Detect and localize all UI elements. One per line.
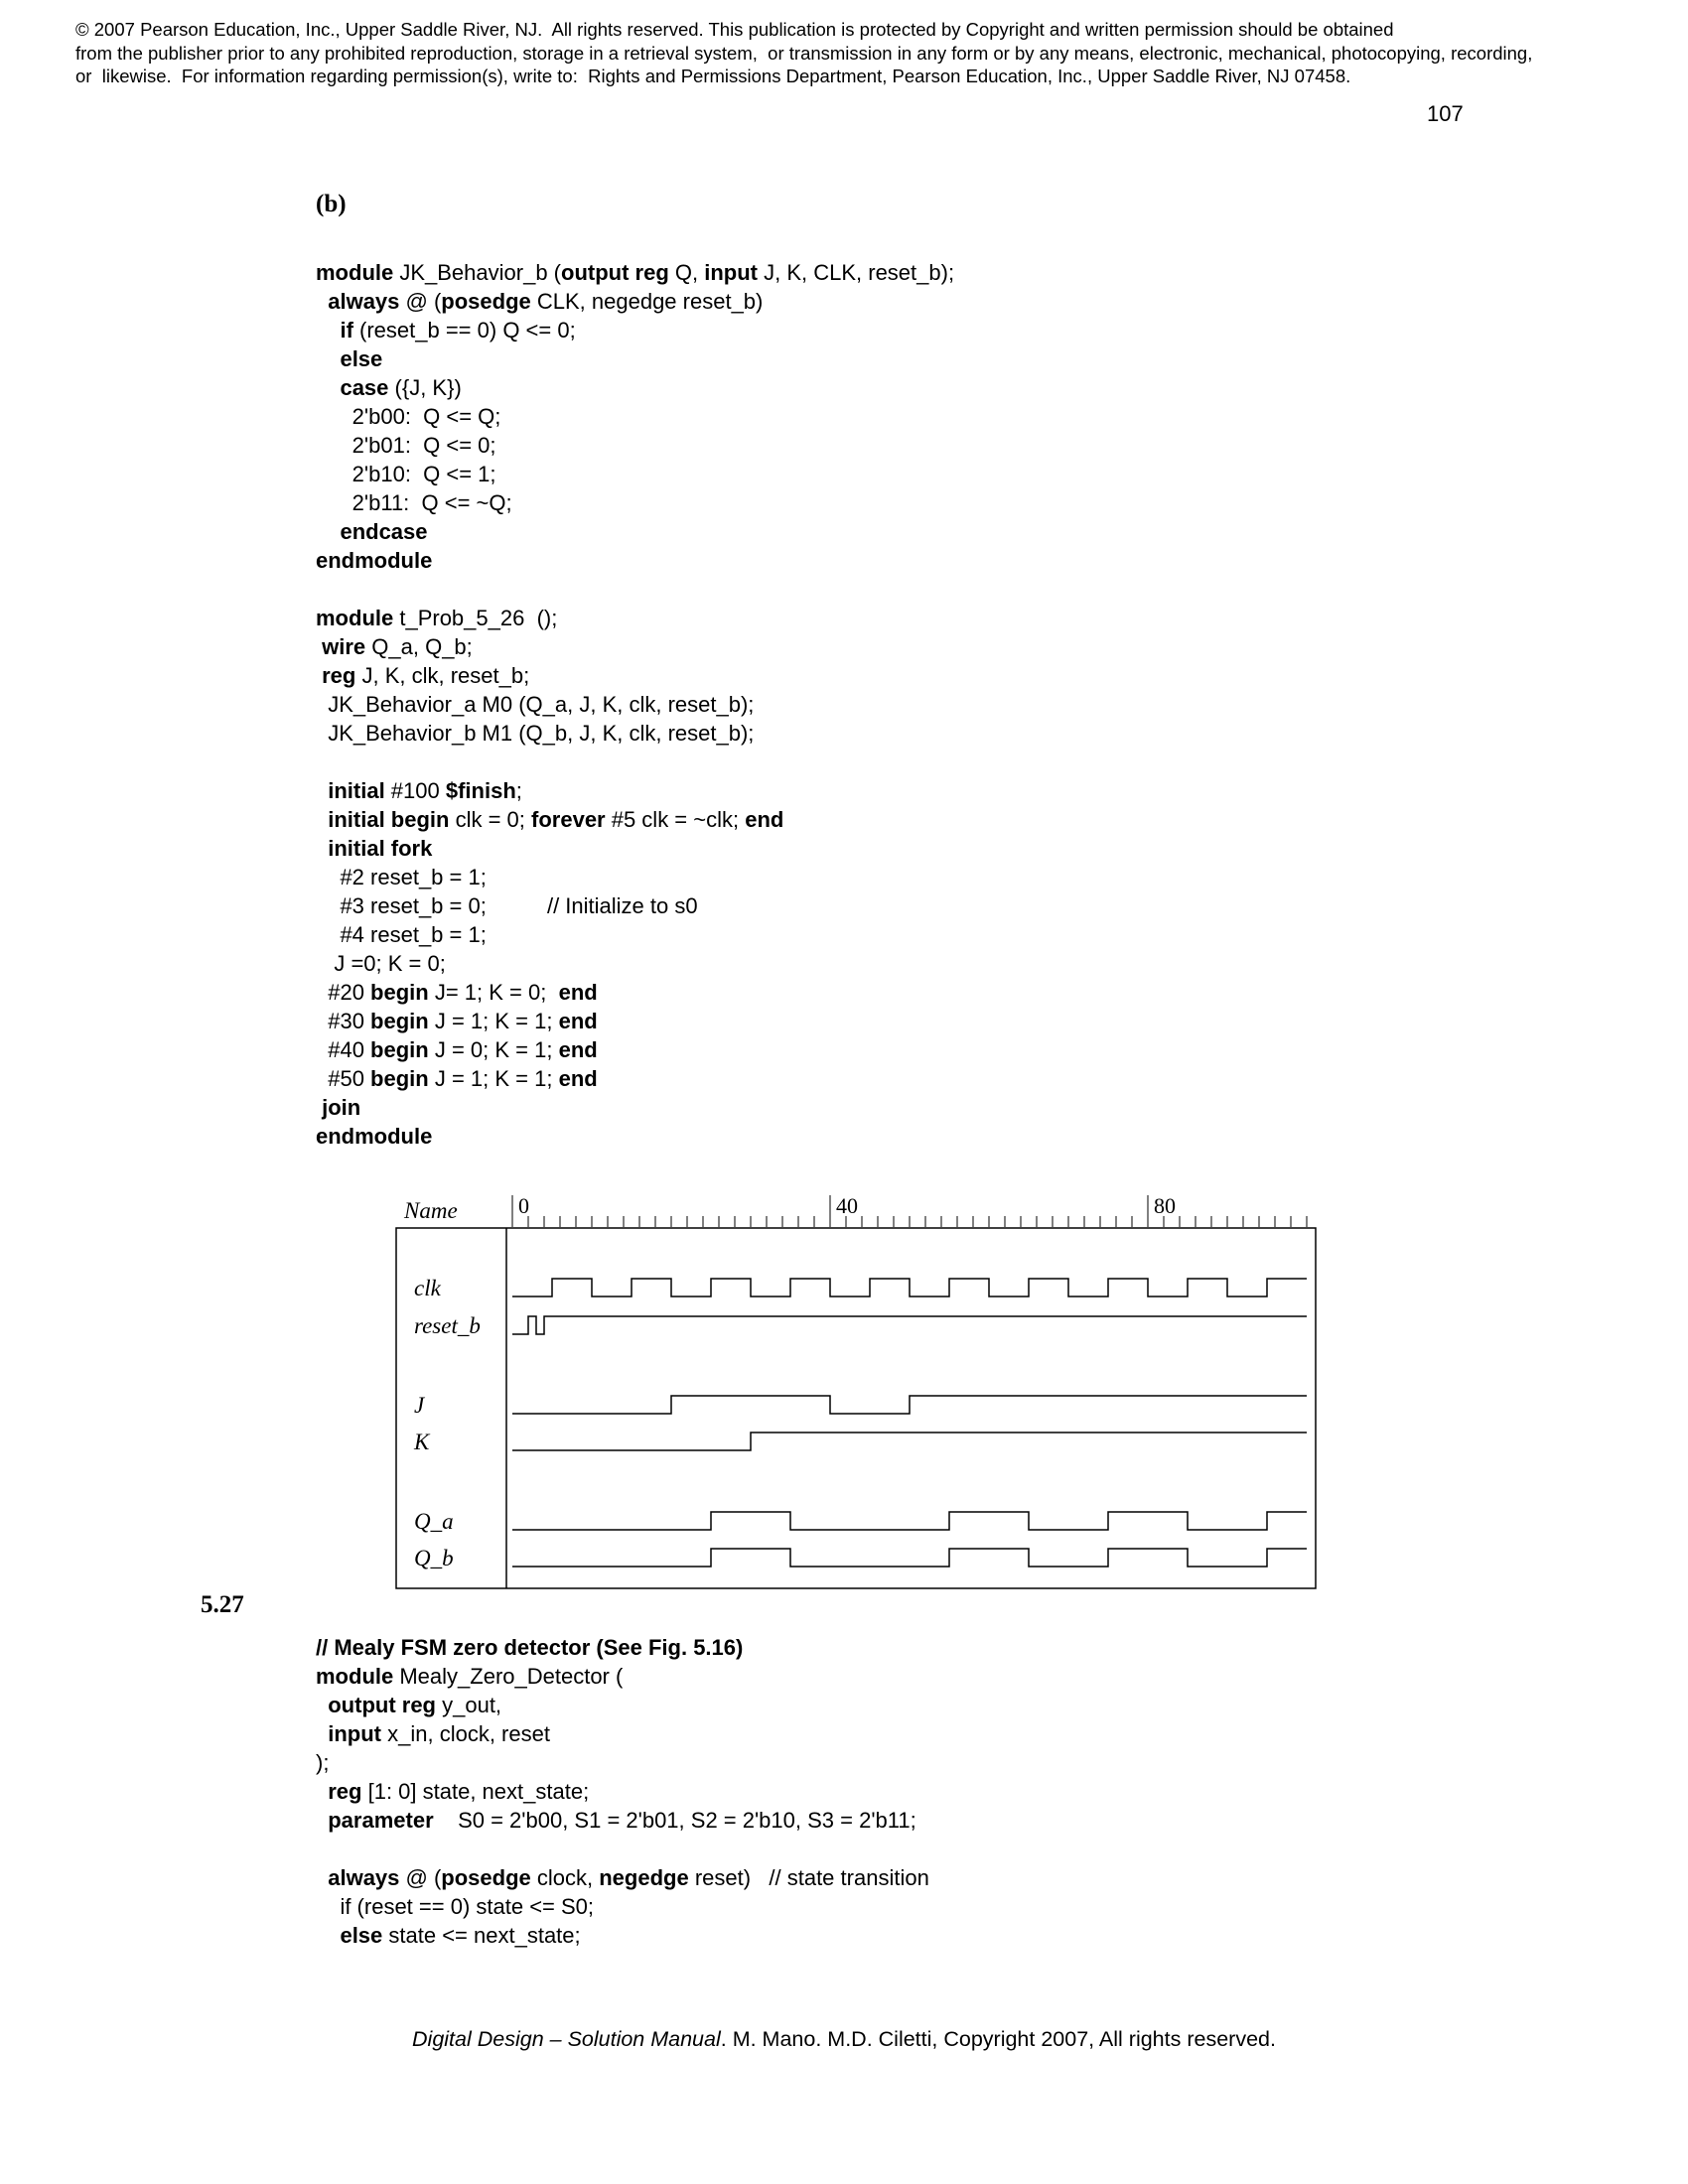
code-line: if (reset == 0) state <= S0;: [316, 1894, 595, 1919]
code-line: else: [340, 346, 383, 371]
code-line: J =0; K = 0;: [316, 951, 446, 976]
code-line: 2'b00: Q <= Q;: [316, 404, 501, 429]
code-line: endmodule: [316, 548, 433, 573]
copyright-header: [75, 18, 1532, 88]
code-line: endcase: [340, 519, 428, 544]
code-line: 2'b10: Q <= 1;: [316, 462, 496, 486]
code-line: module Mealy_Zero_Detector (: [316, 1664, 624, 1689]
code-line: module JK_Behavior_b (output reg Q, input J, K, CLK, reset_b);: [316, 260, 955, 285]
code-line: #3 reset_b = 0; // Initialize to s0: [316, 893, 698, 918]
copyright-line-1: © 2007 Pearson Education, Inc., Upper Saddle River, NJ. All rights reserved. This publication is protected by Copyright and written permission should be obtained: [75, 19, 1394, 40]
page-number: 107: [1427, 101, 1464, 126]
waveform-trace-J: [512, 1396, 1307, 1414]
time-tick-label: 80: [1154, 1193, 1176, 1218]
waveform-trace-reset_b: [512, 1316, 1307, 1334]
code-line: initial #100 $finish;: [328, 778, 522, 803]
problem-5-27-label: 5.27: [201, 1591, 244, 1618]
code-line: 2'b01: Q <= 0;: [316, 433, 496, 458]
code-line: reg J, K, clk, reset_b;: [322, 663, 530, 688]
code-line: if (reset_b == 0) Q <= 0;: [340, 318, 576, 342]
waveform-trace-K: [512, 1433, 1307, 1450]
time-tick-label: 40: [836, 1193, 858, 1218]
code-line: wire Q_a, Q_b;: [322, 634, 473, 659]
page-footer: [0, 2027, 1688, 2052]
code-line: // Mealy FSM zero detector (See Fig. 5.16): [316, 1635, 744, 1660]
copyright-line-2: from the publisher prior to any prohibited reproduction, storage in a retrieval system, or transmission in any form or by any means, electronic, mechanical, photocopying, recording,: [75, 42, 1533, 64]
waveform-trace-clk: [512, 1279, 1307, 1297]
waveform-frame: [396, 1228, 1316, 1588]
verilog-code-jk-behavior-b: [316, 258, 954, 575]
code-line: case ({J, K}): [340, 375, 462, 400]
code-line: initial fork: [328, 836, 433, 861]
signal-label-J: J: [414, 1393, 425, 1418]
code-line: initial begin clk = 0; forever #5 clk = ~clk; end: [328, 807, 784, 832]
code-line: #30 begin J = 1; K = 1; end: [316, 1009, 598, 1033]
footer-book-title: Digital Design – Solution Manual: [412, 2027, 721, 2051]
waveform-trace-Q_b: [512, 1549, 1307, 1567]
part-b-label: (b): [316, 191, 347, 217]
code-line: output reg y_out,: [328, 1693, 502, 1717]
timing-diagram: [390, 1183, 1334, 1605]
signal-label-K: K: [414, 1430, 430, 1454]
timing-diagram-svg: [390, 1183, 1334, 1600]
code-line: module t_Prob_5_26 ();: [316, 606, 558, 630]
code-line: input x_in, clock, reset: [328, 1721, 550, 1746]
code-line: [316, 748, 783, 776]
waveform-name-column-header: Name: [404, 1198, 458, 1223]
code-line: 2'b11: Q <= ~Q;: [316, 490, 512, 515]
code-line: join: [322, 1095, 361, 1120]
code-line: #4 reset_b = 1;: [316, 922, 487, 947]
footer-credits: . M. Mano. M.D. Ciletti, Copyright 2007, All rights reserved.: [720, 2027, 1276, 2051]
code-line: always @ (posedge clock, negedge reset) // state transition: [328, 1865, 929, 1890]
code-line: reg [1: 0] state, next_state;: [328, 1779, 590, 1804]
code-line: endmodule: [316, 1124, 433, 1149]
code-line: );: [316, 1750, 330, 1775]
signal-label-clk: clk: [414, 1276, 441, 1300]
code-line: JK_Behavior_a M0 (Q_a, J, K, clk, reset_b);: [316, 692, 755, 717]
time-tick-label: 0: [518, 1193, 529, 1218]
verilog-code-mealy-zero-detector: [316, 1633, 929, 1950]
code-line: #40 begin J = 0; K = 1; end: [316, 1037, 598, 1062]
code-line: JK_Behavior_b M1 (Q_b, J, K, clk, reset_b);: [316, 721, 755, 746]
signal-label-Q_b: Q_b: [414, 1546, 454, 1570]
verilog-code-testbench-t-prob-5-26: [316, 604, 783, 1151]
code-line: [316, 1835, 929, 1863]
code-line: always @ (posedge CLK, negedge reset_b): [328, 289, 764, 314]
signal-label-Q_a: Q_a: [414, 1509, 454, 1534]
waveform-trace-Q_a: [512, 1512, 1307, 1530]
code-line: #2 reset_b = 1;: [316, 865, 487, 889]
code-line: else state <= next_state;: [340, 1923, 581, 1948]
code-line: #20 begin J= 1; K = 0; end: [316, 980, 598, 1005]
copyright-line-3: or likewise. For information regarding permission(s), write to: Rights and Permissions Department, Pearson Education, Inc., Upper Saddle River, NJ 07458.: [75, 66, 1351, 86]
code-line: #50 begin J = 1; K = 1; end: [316, 1066, 598, 1091]
code-line: parameter S0 = 2'b00, S1 = 2'b01, S2 = 2'b10, S3 = 2'b11;: [328, 1808, 916, 1833]
signal-label-reset_b: reset_b: [414, 1313, 481, 1338]
